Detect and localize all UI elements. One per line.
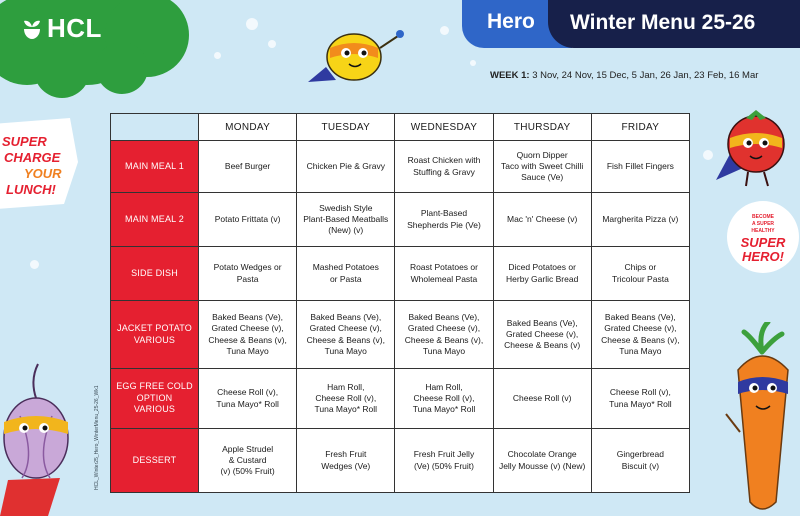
- badge-right-line-2: A SUPER: [751, 221, 775, 227]
- menu-cell-friday: [591, 301, 689, 369]
- table-row: [111, 369, 690, 429]
- menu-item-line: Fresh Fruit Jelly: [413, 449, 475, 460]
- menu-item-line: Fish Fillet Fingers: [606, 160, 674, 171]
- menu-item-line: Swedish Style: [319, 202, 373, 213]
- menu-item-line: Grated Cheese (v),: [309, 323, 382, 334]
- menu-item-line: Potato Frittata (v): [214, 213, 281, 224]
- menu-item-line: (v) (50% Fruit): [220, 466, 275, 477]
- menu-cell-thursday: [493, 301, 591, 369]
- menu-cell-wednesday: [395, 141, 493, 193]
- menu-item-line: or Pasta: [329, 273, 362, 284]
- menu-cell-tuesday: [297, 369, 395, 429]
- decor-bubble: [214, 52, 221, 59]
- brand-name: HCL: [47, 13, 102, 43]
- menu-item-line: Tuna Mayo* Roll: [216, 398, 279, 409]
- menu-item-line: Tuna Mayo* Roll: [609, 398, 672, 409]
- menu-cell-thursday: [493, 247, 591, 301]
- menu-item-line: & Custard: [228, 454, 267, 465]
- menu-item-line: Baked Beans (Ve),: [506, 317, 578, 328]
- menu-item-line: Roast Chicken with: [407, 155, 481, 166]
- document-code: HCL_Winter25_Hero_WinterMenu_25-26_Wk1: [94, 385, 100, 490]
- table-row: [111, 141, 690, 193]
- menu-item-line: Shepherds Pie (Ve): [407, 219, 481, 230]
- menu-item-line: Cheese & Beans (v),: [404, 334, 484, 345]
- menu-item-line: Mashed Potatoes: [312, 262, 379, 273]
- menu-item-line: Grated Cheese (v),: [604, 323, 677, 334]
- menu-item-line: Potato Wedges or: [213, 262, 282, 273]
- menu-cell-thursday: [493, 193, 591, 247]
- menu-cell-tuesday: [297, 429, 395, 493]
- super-charge-badge: [0, 118, 82, 210]
- menu-item-line: Pasta: [236, 273, 259, 284]
- menu-item-line: Apple Strudel: [222, 443, 274, 454]
- menu-item-line: Wedges (Ve): [321, 460, 371, 471]
- menu-item-line: Baked Beans (Ve),: [212, 312, 284, 323]
- menu-cell-monday: [199, 247, 297, 301]
- row-header: [111, 369, 199, 429]
- menu-cell-wednesday: [395, 429, 493, 493]
- day-header-thursday: THURSDAY: [493, 114, 591, 141]
- row-header-line: JACKET POTATO: [117, 322, 192, 333]
- menu-item-line: Roast Potatoes or: [409, 262, 478, 273]
- hero-label: Hero: [487, 10, 535, 33]
- menu-item-line: Gingerbread: [616, 449, 664, 460]
- menu-item-line: Cheese Roll (v),: [413, 392, 475, 403]
- menu-cell-monday: [199, 141, 297, 193]
- menu-item-line: Tuna Mayo: [619, 345, 662, 356]
- day-header-friday: FRIDAY: [591, 114, 689, 141]
- menu-item-line: Cheese & Beans (v),: [208, 334, 287, 345]
- badge-right-line-5: HERO!: [742, 249, 784, 264]
- day-header-monday: MONDAY: [199, 114, 297, 141]
- day-header-row: [111, 114, 690, 141]
- menu-item-line: Baked Beans (Ve),: [604, 312, 676, 323]
- lemon-hero-illustration: [306, 12, 416, 92]
- menu-item-line: Tuna Mayo: [422, 345, 466, 356]
- brand-logo-label: [22, 13, 102, 44]
- row-header-line: MAIN MEAL 1: [125, 160, 184, 171]
- badge-left-line-2: CHARGE: [4, 150, 61, 165]
- day-header-wednesday: WEDNESDAY: [395, 114, 493, 141]
- row-header-line: MAIN MEAL 2: [125, 213, 184, 224]
- table-row: [111, 429, 690, 493]
- menu-item-line: Tuna Mayo* Roll: [412, 404, 476, 415]
- row-header-line: VARIOUS: [133, 334, 176, 345]
- tomato-hero-illustration: [712, 100, 800, 192]
- row-header: [111, 301, 199, 369]
- menu-cell-monday: [199, 429, 297, 493]
- menu-cell-thursday: [493, 141, 591, 193]
- menu-item-line: Plant-Based: [420, 208, 468, 219]
- menu-item-line: Baked Beans (Ve),: [310, 312, 382, 323]
- page-title: Winter Menu 25-26: [570, 11, 756, 34]
- table-row: [111, 193, 690, 247]
- menu-table-body: [111, 141, 690, 493]
- badge-left-line-1: SUPER: [2, 134, 47, 149]
- sprout-bowl-icon: [22, 18, 42, 40]
- menu-item-line: Tricolour Pasta: [611, 273, 669, 284]
- menu-item-line: Margherita Pizza (v): [602, 213, 679, 224]
- decor-bubble: [246, 18, 258, 30]
- menu-cell-friday: [591, 247, 689, 301]
- row-header-line: EGG FREE COLD: [116, 380, 193, 391]
- row-header-line: SIDE DISH: [131, 267, 178, 278]
- menu-item-line: Taco with Sweet Chilli: [501, 160, 584, 171]
- carrot-hero-illustration: [722, 322, 800, 516]
- menu-cell-tuesday: [297, 141, 395, 193]
- menu-cell-wednesday: [395, 247, 493, 301]
- badge-left-line-3: YOUR: [24, 166, 62, 181]
- menu-cell-monday: [199, 301, 297, 369]
- menu-cell-thursday: [493, 369, 591, 429]
- menu-item-line: Chicken Pie & Gravy: [306, 160, 385, 171]
- row-header: [111, 193, 199, 247]
- menu-cell-thursday: [493, 429, 591, 493]
- menu-item-line: Grated Cheese (v),: [211, 323, 284, 334]
- decor-bubble: [440, 26, 449, 35]
- menu-cell-tuesday: [297, 193, 395, 247]
- menu-cell-wednesday: [395, 193, 493, 247]
- menu-table: [110, 113, 690, 493]
- menu-item-line: Cheese Roll (v): [512, 392, 572, 403]
- menu-cell-friday: [591, 193, 689, 247]
- menu-item-line: Baked Beans (Ve),: [408, 312, 480, 323]
- onion-hero-illustration: [0, 360, 78, 516]
- menu-item-line: Jelly Mousse (v) (New): [498, 460, 586, 471]
- menu-item-line: Tuna Mayo: [324, 345, 367, 356]
- decor-bubble: [30, 260, 39, 269]
- row-header-line: OPTION VARIOUS: [133, 392, 176, 415]
- row-header-line: DESSERT: [132, 454, 177, 465]
- menu-item-line: Ham Roll,: [327, 381, 365, 392]
- menu-item-line: Plant-Based Meatballs: [303, 213, 389, 224]
- menu-item-line: Quorn Dipper: [516, 149, 568, 160]
- menu-item-line: Cheese Roll (v),: [315, 392, 377, 403]
- menu-item-line: Grated Cheese (v),: [407, 323, 481, 334]
- menu-item-line: Cheese & Beans (v): [504, 340, 581, 351]
- menu-item-line: Ham Roll,: [425, 381, 463, 392]
- menu-item-line: Cheese Roll (v),: [217, 387, 279, 398]
- menu-item-line: Mac 'n' Cheese (v): [506, 213, 578, 224]
- table-corner: [111, 114, 199, 141]
- menu-cell-monday: [199, 369, 297, 429]
- badge-right-line-4: SUPER: [740, 235, 786, 250]
- decor-bubble: [470, 60, 476, 66]
- menu-item-line: Cheese Roll (v),: [609, 387, 671, 398]
- menu-item-line: Wholemeal Pasta: [410, 273, 478, 284]
- menu-item-line: Herby Garlic Bread: [506, 273, 579, 284]
- menu-cell-tuesday: [297, 301, 395, 369]
- table-row: [111, 301, 690, 369]
- menu-item-line: (Ve) (50% Fruit): [413, 460, 474, 471]
- menu-item-line: Fresh Fruit: [325, 449, 367, 460]
- menu-item-line: Tuna Mayo* Roll: [314, 404, 378, 415]
- menu-item-line: Diced Potatoes or: [508, 262, 576, 273]
- week-dates-line: [490, 70, 758, 81]
- menu-item-line: Grated Cheese (v),: [506, 328, 579, 339]
- menu-cell-wednesday: [395, 301, 493, 369]
- day-header-tuesday: TUESDAY: [297, 114, 395, 141]
- menu-cell-friday: [591, 369, 689, 429]
- menu-cell-tuesday: [297, 247, 395, 301]
- menu-item-line: Cheese & Beans (v),: [306, 334, 385, 345]
- menu-cell-monday: [199, 193, 297, 247]
- row-header: [111, 247, 199, 301]
- row-header: [111, 141, 199, 193]
- menu-item-line: Beef Burger: [224, 160, 271, 171]
- menu-item-line: Chocolate Orange: [507, 449, 577, 460]
- row-header: [111, 429, 199, 493]
- menu-cell-friday: [591, 429, 689, 493]
- menu-item-line: Stuffing & Gravy: [413, 166, 475, 177]
- menu-item-line: Chips or: [624, 262, 657, 273]
- week-label: WEEK 1:: [490, 70, 530, 81]
- menu-cell-wednesday: [395, 369, 493, 429]
- decor-bubble: [268, 40, 276, 48]
- week-dates: 3 Nov, 24 Nov, 15 Dec, 5 Jan, 26 Jan, 23 Feb, 16 Mar: [532, 70, 759, 81]
- menu-item-line: Tuna Mayo: [226, 345, 269, 356]
- menu-cell-friday: [591, 141, 689, 193]
- badge-right-line-1: BECOME: [752, 214, 774, 220]
- menu-item-line: Cheese & Beans (v),: [601, 334, 680, 345]
- menu-item-line: Sauce (Ve): [521, 172, 564, 183]
- table-row: [111, 247, 690, 301]
- super-hero-badge: [726, 200, 800, 274]
- menu-item-line: Biscuit (v): [621, 460, 660, 471]
- badge-right-line-3: HEALTHY: [751, 228, 775, 234]
- badge-left-line-4: LUNCH!: [6, 182, 56, 197]
- menu-item-line: (New) (v): [328, 225, 364, 236]
